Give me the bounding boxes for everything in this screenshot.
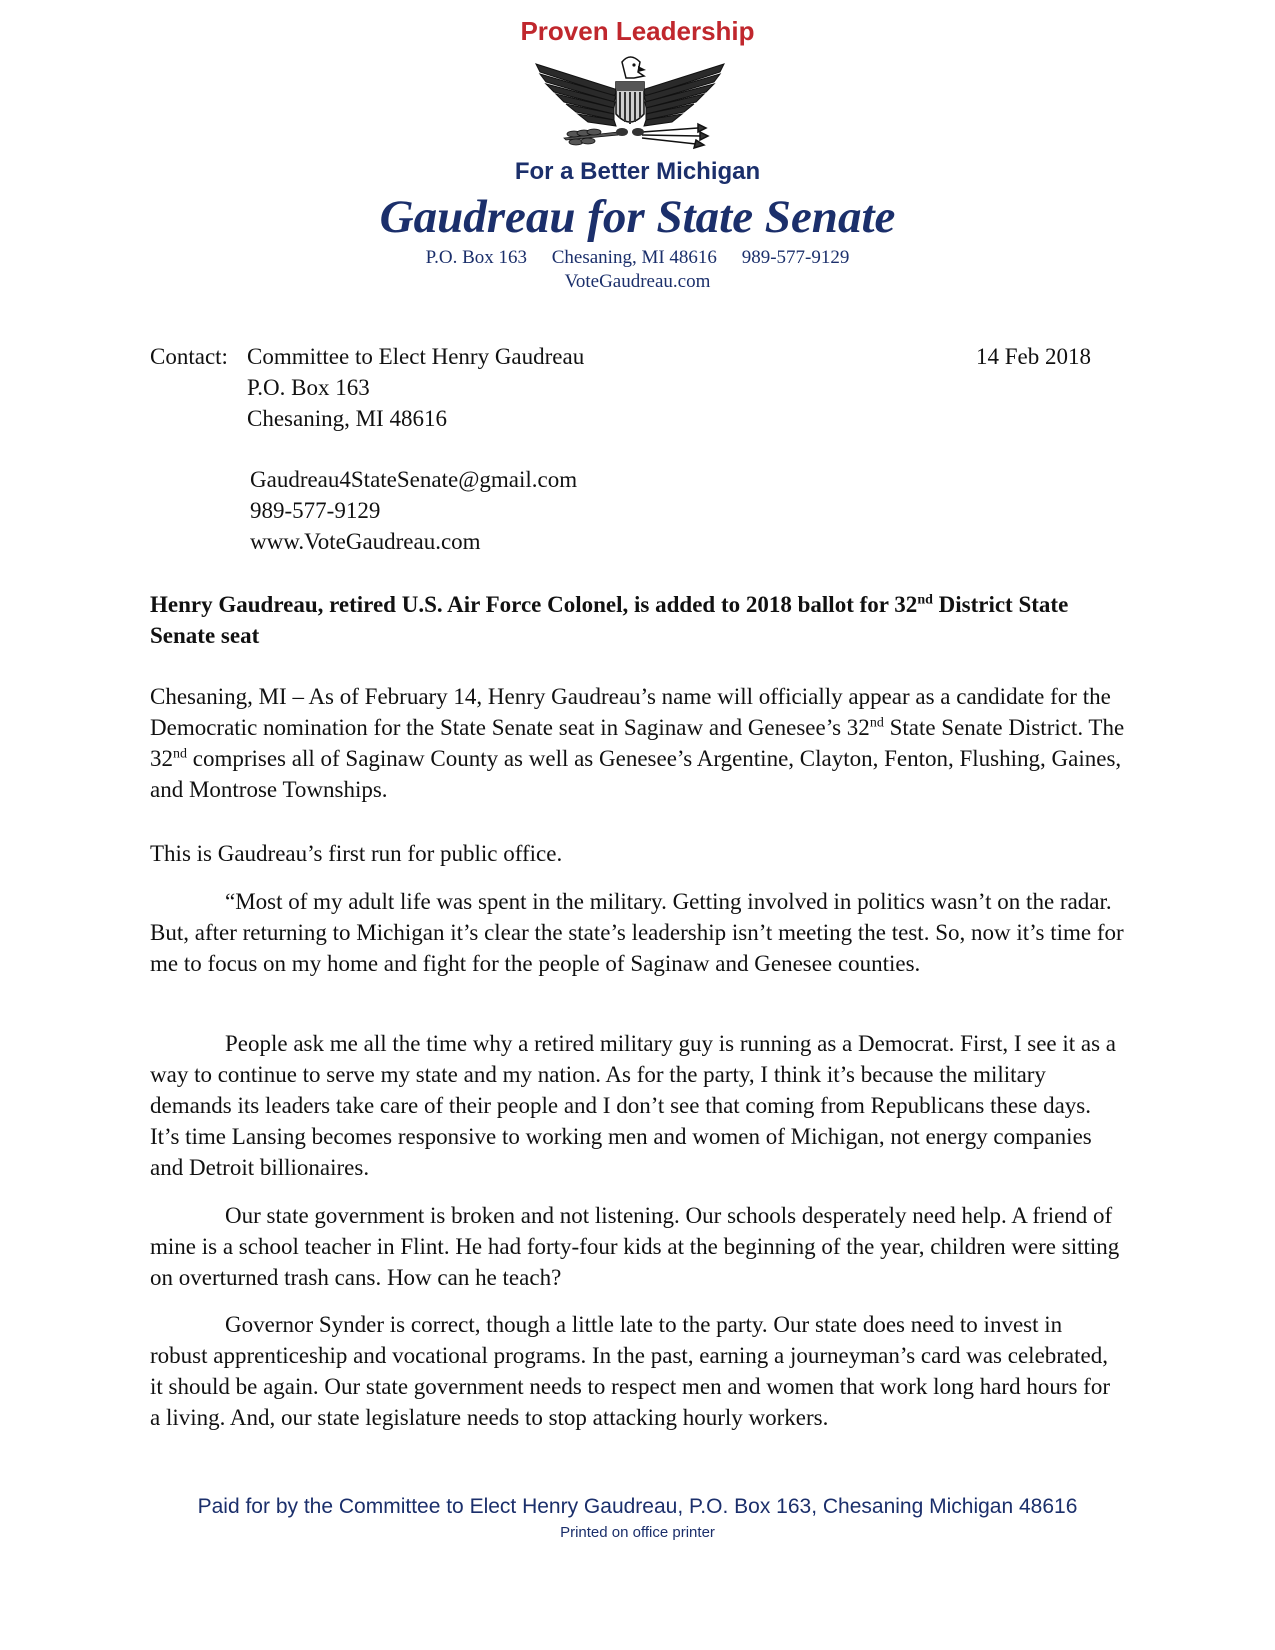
footer-paid-for: Paid for by the Committee to Elect Henry Gaudreau, P.O. Box 163, Chesaning Michigan 48616 xyxy=(197,1495,1078,1518)
contact-name: Committee to Elect Henry Gaudreau xyxy=(247,344,585,369)
paragraph-3 xyxy=(150,886,1125,979)
contact-city: Chesaning, MI 48616 xyxy=(247,406,447,431)
contact-label: Contact: xyxy=(150,344,228,369)
paragraph-5-text: Our state government is broken and not listening. Our schools desperately need help. A friend of mine is a school teacher in Flint. He had forty-four kids at the beginning of the year, children were sitting on overturned trash cans. How can he teach? xyxy=(150,1203,1120,1290)
contact-email[interactable]: Gaudreau4StateSenate@gmail.com xyxy=(250,467,578,492)
paragraph-2-text: This is Gaudreau’s first run for public office. xyxy=(150,841,563,866)
contact-phone: 989-577-9129 xyxy=(250,498,381,523)
tagline-top: Proven Leadership xyxy=(520,16,755,46)
paragraph-6 xyxy=(150,1309,1125,1433)
org-address xyxy=(0,247,1275,269)
headline-sup: nd xyxy=(917,592,933,608)
org-po-box: P.O. Box 163 xyxy=(425,247,527,268)
paragraph-4-text: People ask me all the time why a retired military guy is running as a Democrat. First, I see it as a way to continue to serve my state and my nation. As for the party, I think it’s because the military demands its leaders take care of their people and I don’t see that coming from Republicans these days. It’s time Lansing becomes responsive to working men and women of Michigan, not energy companies and Detroit billionaires. xyxy=(150,1031,1117,1180)
paragraph-1-sup-1: nd xyxy=(869,715,884,731)
org-website[interactable]: VoteGaudreau.com xyxy=(564,271,711,292)
contact-po-box: P.O. Box 163 xyxy=(247,375,370,400)
eagle-emblem-icon xyxy=(530,52,730,158)
paragraph-2 xyxy=(150,838,1125,869)
paragraph-1-c: comprises all of Saginaw County as well as Genesee’s Argentine, Clayton, Fenton, Flushing, Gaines, and Montrose Townships. xyxy=(150,746,1122,802)
release-date: 14 Feb 2018 xyxy=(976,344,1091,369)
headline-part-2: District State Senate seat xyxy=(150,592,1069,648)
org-city: Chesaning, MI 48616 xyxy=(551,247,717,268)
tagline-bottom: For a Better Michigan xyxy=(514,158,761,185)
paragraph-3-text: “Most of my adult life was spent in the military. Getting involved in politics wasn’t on the radar. But, after returning to Michigan it’s clear the state’s leadership isn’t meeting the test. So, now it’s time for me to focus on my home and fight for the people of Saginaw and Genesee counties. xyxy=(150,889,1124,976)
paragraph-6-text: Governor Synder is correct, though a little late to the party. Our state does need to invest in robust apprenticeship and vocational programs. In the past, earning a journeyman’s card was celebrated, it should be again. Our state government needs to respect men and women that work long hard hours for a living. And, our state legislature needs to stop attacking hourly workers. xyxy=(150,1312,1111,1430)
paragraph-1-a: Chesaning, MI – As of February 14, Henry Gaudreau’s name will officially appear as a candidate for the Democratic nomination for the State Senate seat in Saginaw and Genesee’s 32 xyxy=(150,684,1111,740)
paragraph-4 xyxy=(150,1028,1125,1183)
paragraph-1 xyxy=(150,681,1125,805)
headline xyxy=(150,589,1110,651)
contact-website[interactable]: www.VoteGaudreau.com xyxy=(250,529,481,554)
org-title: Gaudreau for State Senate xyxy=(379,191,896,243)
paragraph-1-sup-2: nd xyxy=(173,746,187,762)
footer-printed: Printed on office printer xyxy=(560,1524,715,1541)
paragraph-1-b: State Senate District. The 32 xyxy=(150,715,1125,771)
paragraph-5 xyxy=(150,1200,1125,1293)
headline-part-1: Henry Gaudreau, retired U.S. Air Force Colonel, is added to 2018 ballot for 32 xyxy=(150,592,918,617)
org-phone: 989-577-9129 xyxy=(741,247,850,268)
contact-block xyxy=(150,341,584,557)
